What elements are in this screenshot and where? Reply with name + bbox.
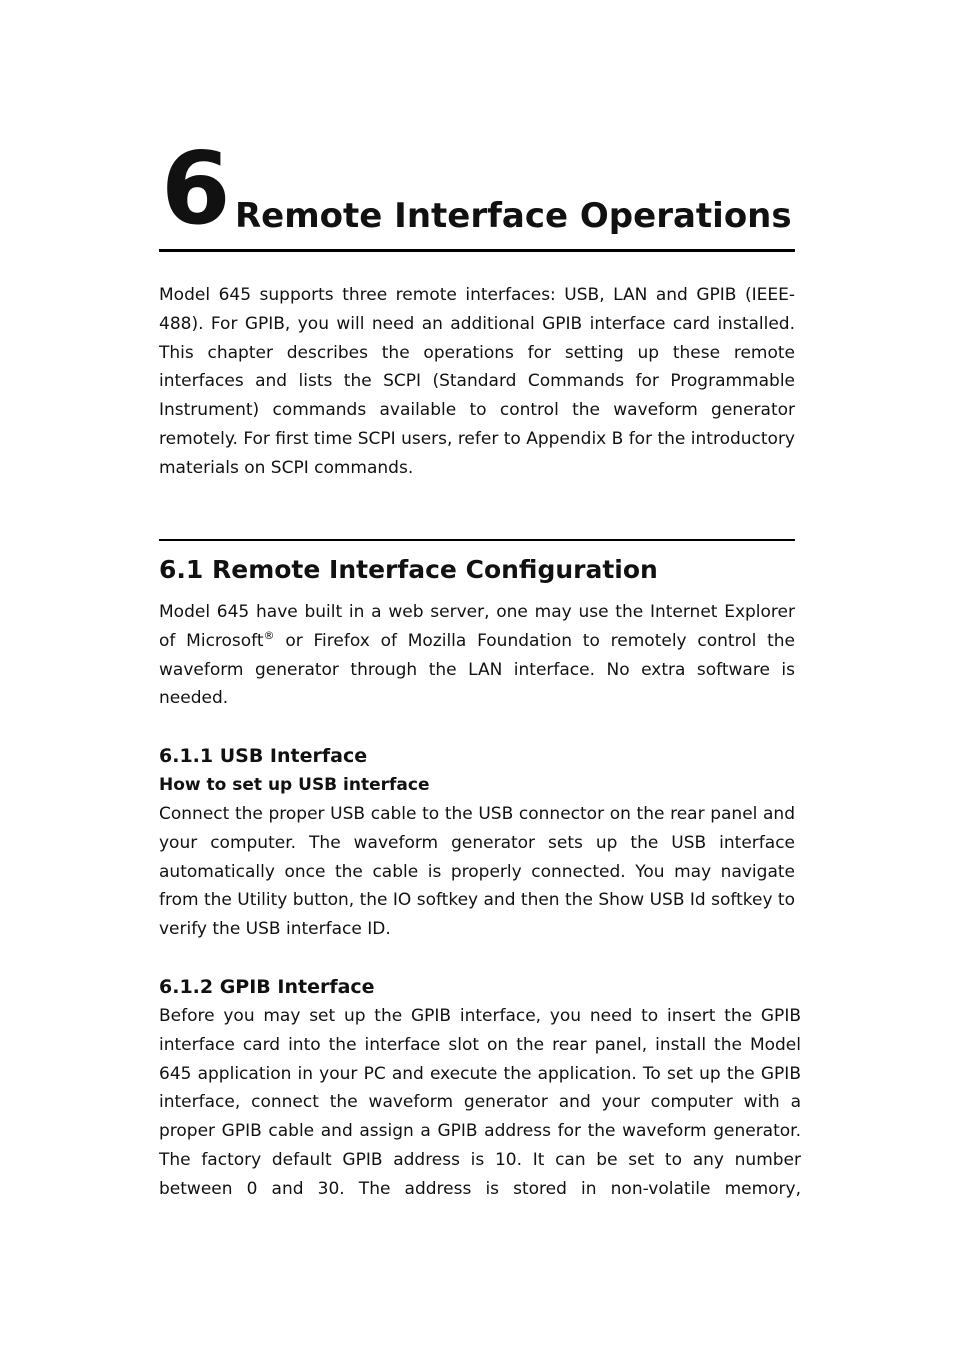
usb-paragraph: Connect the proper USB cable to the USB connector on the rear panel and your computer. The waveform generator sets up the USB interface automatically once the cable is properly connected. You may navigate from the Utility button, the IO softkey and then the Show USB Id softkey to verify the USB interface ID. xyxy=(159,804,795,940)
section-heading-6-1: 6.1 Remote Interface Configuration xyxy=(159,555,658,584)
chapter-number: 6 xyxy=(161,130,229,247)
section-6-1-paragraph xyxy=(159,598,795,713)
usb-setup-subheading: How to set up USB interface xyxy=(159,775,430,795)
registered-mark: ® xyxy=(263,628,275,642)
chapter-title: Remote Interface Operations xyxy=(235,196,792,236)
gpib-paragraph: Before you may set up the GPIB interface, you need to insert the GPIB interface card into the interface slot on the rear panel, install the Model 645 application in your PC and execute the application. To set up the GPIB interface, connect the waveform generator and your computer with a proper GPIB cable and assign a GPIB address for the waveform generator. The factory default GPIB address is 10. It can be set to any number between 0 and 30. The address is stored in non-volatile memory, xyxy=(159,1006,801,1199)
section-heading-6-1-2: 6.1.2 GPIB Interface xyxy=(159,976,375,998)
intro-paragraph: Model 645 supports three remote interfaces: USB, LAN and GPIB (IEEE-488). For GPIB, you will need an additional GPIB interface card installed. This chapter describes the operations for setting up these remote interfaces and lists the SCPI (Standard Commands for Programmable Instrument) commands available to control the waveform generator remotely. For first time SCPI users, refer to Appendix B for the introductory materials on SCPI commands. xyxy=(159,285,795,478)
chapter-header xyxy=(159,130,795,252)
section-6-1-text-after-mark: or Firefox of Mozilla Foundation to remotely control the waveform generator through the LAN interface. No extra software is needed. xyxy=(159,630,796,709)
section-heading-6-1-1: 6.1.1 USB Interface xyxy=(159,745,368,767)
section-divider xyxy=(159,539,795,541)
section-6-1-text-before-mark: Model 645 have built in a web server, one may use the Internet Explorer of Microsoft xyxy=(159,602,795,651)
